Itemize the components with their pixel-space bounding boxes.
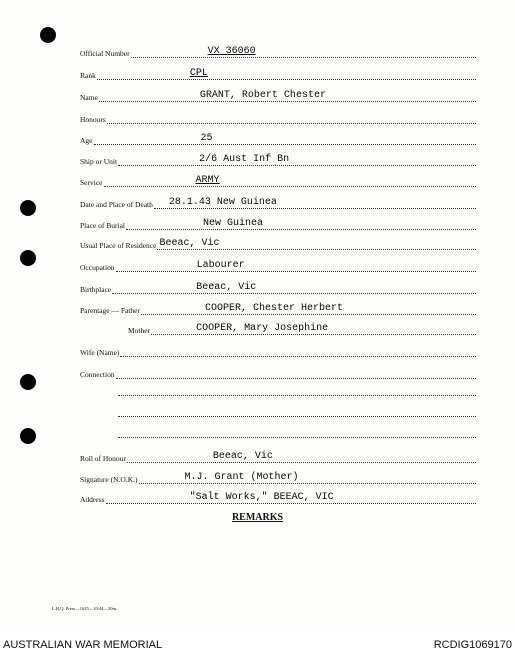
parentage-father-label: Parentage — Father xyxy=(80,306,140,315)
remarks-heading: REMARKS xyxy=(231,512,284,523)
punch-hole xyxy=(40,27,56,43)
parentage-father-value: COOPER, Chester Herbert xyxy=(204,303,344,314)
birthplace-value: Beeac, Vic xyxy=(196,282,257,293)
occupation-label: Occupation xyxy=(80,263,115,272)
rank-label: Rank xyxy=(80,71,96,80)
signature-label: Signature (N.O.K.) xyxy=(80,475,138,484)
connection-line xyxy=(118,437,476,438)
footer-left-text: AUSTRALIAN WAR MEMORIAL xyxy=(3,639,163,651)
punch-hole xyxy=(20,428,36,444)
honours-row xyxy=(80,111,476,125)
usual-residence-value: Beeac, Vic xyxy=(159,238,220,249)
roll-of-honour-row xyxy=(80,450,476,464)
age-value: 25 xyxy=(200,133,213,144)
age-row xyxy=(80,132,476,146)
name-value: GRANT, Robert Chester xyxy=(199,90,326,101)
roll-of-honour-label: Roll of Honour xyxy=(80,454,126,463)
ship-or-unit-label: Ship or Unit xyxy=(80,157,118,166)
place-of-burial-row xyxy=(80,217,476,231)
connection-row xyxy=(80,366,476,380)
parentage-father-row xyxy=(80,302,476,316)
footer-right-text: RCDIG1069170 xyxy=(433,639,512,651)
parentage-mother-row xyxy=(128,322,476,336)
ship-or-unit-row xyxy=(80,153,476,167)
connection-line xyxy=(118,416,476,417)
signature-value: M.J. Grant (Mother) xyxy=(184,472,299,483)
wife-row xyxy=(80,344,476,358)
connection-label: Connection xyxy=(80,370,115,379)
occupation-row xyxy=(80,259,476,273)
usual-residence-row xyxy=(80,237,476,251)
rank-value: CPL xyxy=(189,68,208,79)
address-row xyxy=(80,491,476,505)
connection-line xyxy=(118,395,476,396)
official-number-value: VX 36060 xyxy=(207,46,256,57)
punch-hole xyxy=(20,250,36,266)
place-of-burial-label: Place of Burial xyxy=(80,221,125,230)
roll-of-honour-value: Beeac, Vic xyxy=(212,451,273,462)
ship-or-unit-value: 2/6 Aust Inf Bn xyxy=(199,154,290,165)
occupation-value: Labourer xyxy=(196,260,245,271)
birthplace-row xyxy=(80,281,476,295)
date-place-death-value: 28.1.43 New Guinea xyxy=(168,197,277,208)
footer-bar xyxy=(0,632,515,654)
place-of-burial-value: New Guinea xyxy=(203,218,264,229)
name-label: Name xyxy=(80,93,98,102)
signature-row xyxy=(80,471,476,485)
punch-hole xyxy=(20,200,36,216)
usual-residence-label: Usual Place of Residence xyxy=(80,241,157,250)
honours-label: Honours xyxy=(80,115,106,124)
rank-row xyxy=(80,67,476,81)
parentage-mother-label: Mother xyxy=(128,326,151,335)
punch-hole xyxy=(20,374,36,390)
date-place-death-label: Date and Place of Death xyxy=(80,200,153,209)
address-label: Address xyxy=(80,495,105,504)
official-number-label: Official Number xyxy=(80,49,130,58)
date-place-death-row xyxy=(80,196,476,210)
service-label: Service xyxy=(80,178,103,187)
wife-label: Wife (Name) xyxy=(80,348,120,357)
name-row xyxy=(80,89,476,103)
official-number-row xyxy=(80,45,476,59)
print-note: L.H.Q. Press—1625—10/44—20m. xyxy=(52,606,118,611)
birthplace-label: Birthplace xyxy=(80,285,112,294)
parentage-mother-value: COOPER, Mary Josephine xyxy=(196,323,329,334)
service-row xyxy=(80,174,476,188)
service-value: ARMY xyxy=(195,175,220,186)
address-value: "Salt Works," BEEAC, VIC xyxy=(189,492,334,503)
age-label: Age xyxy=(80,136,93,145)
